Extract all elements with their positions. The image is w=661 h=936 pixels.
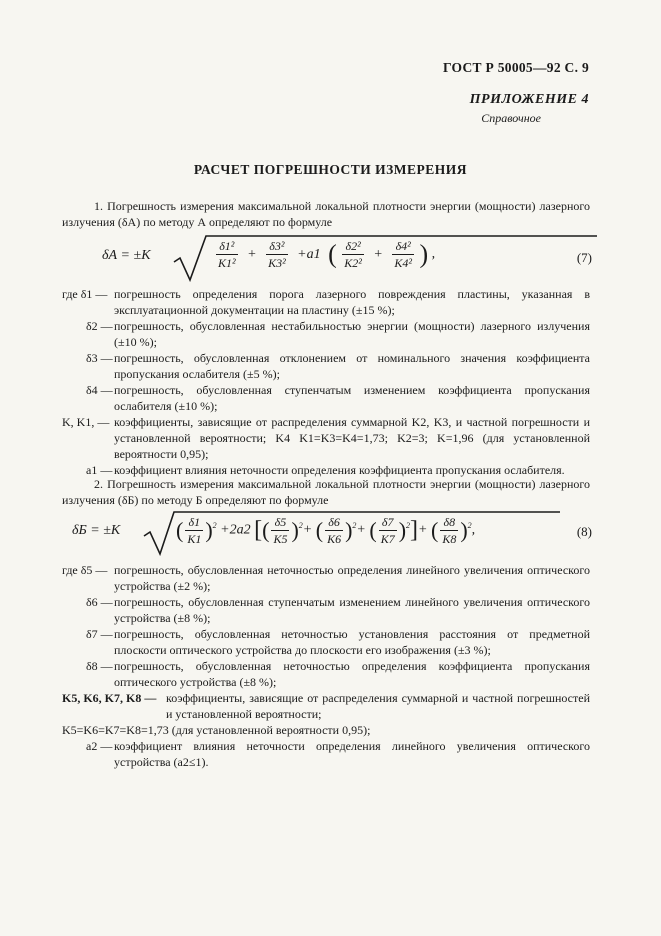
- equation-7: δА = ±K $\frac{\text{δ1²}}{\text{K1²}}$ + $\frac{\text{δ3²}}{\text{K3²}}$ +a1 ( $\frac{\text{δ2²}}{\text{K2²}}$ + $\frac{\text{δ4²}}{\text{K4²}}$ ) , (7): [102, 232, 592, 284]
- definitions-1: [62, 286, 590, 478]
- eq7-frac-2: $\frac{\text{δ3²}}{\text{K3²}}$: [268, 239, 286, 270]
- eq8-lhs: δБ = ±K: [72, 523, 121, 538]
- eq8-frac-5: $\frac{\delta 5}{K5}$: [273, 515, 288, 546]
- eq8-frac-6: $\frac{\delta 6}{K6}$: [327, 515, 342, 546]
- eq7-frac-3: $\frac{\text{δ2²}}{\text{K2²}}$: [344, 239, 362, 270]
- eq7-lhs: δА = ±K: [102, 248, 151, 263]
- definitions-2: [62, 562, 590, 770]
- eq7-frac-4: $\frac{\text{δ4²}}{\text{K4²}}$: [394, 239, 412, 270]
- paragraph-1: 1. Погрешность измерения максимальной локальной плотности энергии (мощности) лазерного излучения (δА) по методу А определяют по формуле: [62, 199, 590, 229]
- eq8-frac-7: $\frac{\delta 7}{K7}$: [380, 515, 395, 546]
- def-a2: a2 — коэффициент влияния неточности определения линейного увеличения оптического устройства (a2≤1).: [86, 739, 590, 769]
- def-delta6: δ6 — погрешность, обусловленная ступенчатым изменением линейного увеличения оптического устройства (±8 %);: [86, 595, 590, 625]
- eq7-number: (7): [576, 250, 592, 265]
- appendix-subtitle: Справочное: [481, 111, 541, 125]
- def-delta4: δ4 — погрешность, обусловленная ступенчатым изменением коэффициента пропускания ослабителя (±10 %);: [86, 383, 590, 413]
- def-delta5: где δ5 — погрешность, обусловленная неточностью определения линейного увеличения оптического устройства (±2 %);: [62, 563, 590, 593]
- eq7-frac-1: $\frac{\text{δ1²}}{\text{K1²}}$: [218, 239, 236, 270]
- eq8-frac-1: $\frac{\delta 1}{K1}$: [187, 515, 202, 546]
- def-k5-k8-values: K5=K6=K7=K8=1,73 (для установленной вероятности 0,95);: [62, 723, 371, 737]
- appendix-title: ПРИЛОЖЕНИЕ 4: [469, 92, 589, 107]
- def-delta2: δ2 — погрешность, обусловленная нестабильностью энергии (мощности) лазерного излучения (±10 %);: [86, 319, 590, 349]
- def-delta8: δ8 — погрешность, обусловленная неточностью определения коэффициента пропускания оптического устройства (±8 %);: [86, 659, 590, 689]
- def-a1: a1 — коэффициент влияния неточности определения коэффициента пропускания ослабителя.: [86, 463, 565, 477]
- eq8-frac-8: $\frac{\delta 8}{K8}$: [442, 515, 457, 546]
- def-delta1: где δ1 — погрешность определения порога лазерного повреждения пластины, указанная в эксплуатационной документации на пластину (±15 %);: [62, 287, 590, 317]
- section-title: РАСЧЕТ ПОГРЕШНОСТИ ИЗМЕРЕНИЯ: [193, 162, 468, 177]
- def-delta3: δ3 — погрешность, обусловленная отклонением от номинального значения коэффициента пропускания ослабителя (±5 %);: [86, 351, 590, 381]
- def-k-coefficients: K, K1, — коэффициенты, зависящие от распределения суммарной K2, K3, и частной погрешности и установленной вероятности; K4 K1=K3=K4=1,73; K2=3; K=1,96 (для установленной вероятности 0,95);: [62, 415, 590, 461]
- page-header: ГОСТ Р 50005—92 С. 9: [442, 60, 589, 75]
- def-delta7: δ7 — погрешность, обусловленная неточностью установления расстояния от предметной плоскости оптического устройства до плоскости его изображения (±3 %);: [86, 627, 590, 657]
- paragraph-2: 2. Погрешность измерения максимальной локальной плотности энергии (мощности) лазерного излучения (δБ) по методу Б определяют по формуле: [62, 477, 590, 507]
- equation-8: δБ = ±K ( $\frac{\delta 1}{K1}$ )$^2$ +2a2 [( $\frac{\delta 5}{K5}$ )$^2$+ ( $\frac{\delta 6}{K6}$ )$^2$+ ( $\frac{\delta 7}{K7}$ )$^2$]+ ( $\frac{\delta 8}{K8}$ )$^2$, (8): [72, 508, 592, 558]
- eq7-coef: +a1: [297, 246, 321, 262]
- eq8-coef: +2a2: [220, 522, 251, 538]
- def-k5-k8: K5, K6, K7, K8 — коэффициенты, зависящие от распределения суммарной и частной погрешностей и установленной вероятности;: [62, 691, 590, 721]
- eq8-number: (8): [576, 524, 592, 539]
